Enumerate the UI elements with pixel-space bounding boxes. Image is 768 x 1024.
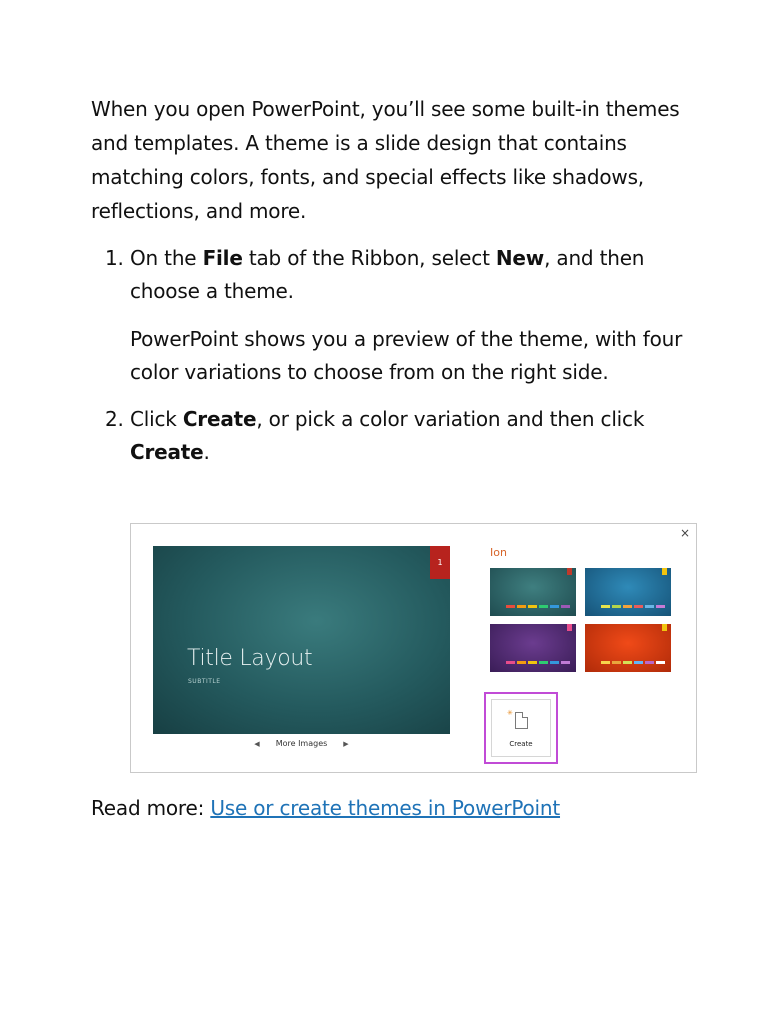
variant-flag (662, 624, 667, 631)
step-text-part: Click (130, 407, 183, 431)
color-swatch (645, 661, 654, 664)
themes-help-link[interactable]: Use or create themes in PowerPoint (210, 796, 561, 820)
color-swatch (517, 605, 526, 608)
color-swatch (561, 605, 570, 608)
preview-subtitle: SUBTITLE (188, 678, 221, 685)
step-2 (91, 403, 701, 469)
step-number: 1. (105, 246, 124, 270)
color-swatch (539, 605, 548, 608)
step-text-part: tab of the Ribbon, select (242, 246, 496, 270)
variant-swatches (506, 605, 570, 608)
theme-name: Ion (490, 546, 507, 559)
variant-flag (567, 568, 572, 575)
color-swatch (601, 605, 610, 608)
color-swatch (645, 605, 654, 608)
variant-flag (662, 568, 667, 575)
color-swatch (539, 661, 548, 664)
variant-swatches (506, 661, 570, 664)
step-text (130, 242, 701, 308)
previous-arrow-icon[interactable]: ◀ (254, 740, 260, 748)
color-swatch (634, 661, 643, 664)
article-body (91, 92, 701, 469)
color-variant-teal[interactable] (490, 568, 576, 616)
step-1 (91, 242, 701, 389)
sparkle-icon: ✳ (507, 709, 513, 717)
color-variant-blue[interactable] (585, 568, 671, 616)
step-note: PowerPoint shows you a preview of the theme, with four color variations to choose from on the right side. (130, 327, 683, 384)
new-term: New (495, 246, 545, 270)
preview-title: Title Layout (187, 646, 313, 671)
more-images-label: More Images (275, 739, 328, 748)
color-variant-orange[interactable] (585, 624, 671, 672)
color-swatch (528, 661, 537, 664)
color-swatch (612, 661, 621, 664)
variant-flag (567, 624, 572, 631)
theme-preview-dialog (130, 523, 697, 773)
theme-preview-slide (153, 546, 450, 734)
step-text-part: On the (130, 246, 203, 270)
create-term: Create (130, 440, 204, 464)
color-swatch (506, 661, 515, 664)
step-text-part: . (203, 440, 210, 464)
new-document-icon (515, 712, 528, 729)
next-arrow-icon[interactable]: ▶ (343, 740, 349, 748)
color-swatch (506, 605, 515, 608)
step-text-part: , or pick a color variation and then click (256, 407, 645, 431)
create-button[interactable] (484, 692, 558, 764)
create-button-label: Create (509, 740, 533, 748)
slide-number-tag: 1 (430, 546, 450, 579)
color-swatch (528, 605, 537, 608)
variant-swatches (601, 661, 665, 664)
close-icon[interactable]: × (679, 526, 690, 540)
color-swatch (601, 661, 610, 664)
read-more-line (91, 792, 560, 824)
color-swatch (634, 605, 643, 608)
step-number: 2. (105, 407, 124, 431)
more-images-nav (153, 739, 450, 748)
step-text (130, 403, 701, 469)
color-swatch (656, 605, 665, 608)
color-swatch (550, 661, 559, 664)
color-swatch (517, 661, 526, 664)
create-term: Create (182, 407, 257, 431)
step-text-part: , and then choose a theme. (130, 246, 645, 303)
color-swatch (656, 661, 665, 664)
color-swatch (550, 605, 559, 608)
color-variant-purple[interactable] (490, 624, 576, 672)
color-swatch (612, 605, 621, 608)
variant-swatches (601, 605, 665, 608)
color-swatch (561, 661, 570, 664)
read-more-label: Read more: (91, 796, 211, 820)
color-swatch (623, 605, 632, 608)
intro-paragraph: When you open PowerPoint, you’ll see some built-in themes and templates. A theme is a slide design that contains matching colors, fonts, and special effects like shadows, reflections, and more. (91, 97, 680, 223)
file-tab-term: File (202, 246, 243, 270)
create-button-inner (491, 699, 551, 757)
color-swatch (623, 661, 632, 664)
